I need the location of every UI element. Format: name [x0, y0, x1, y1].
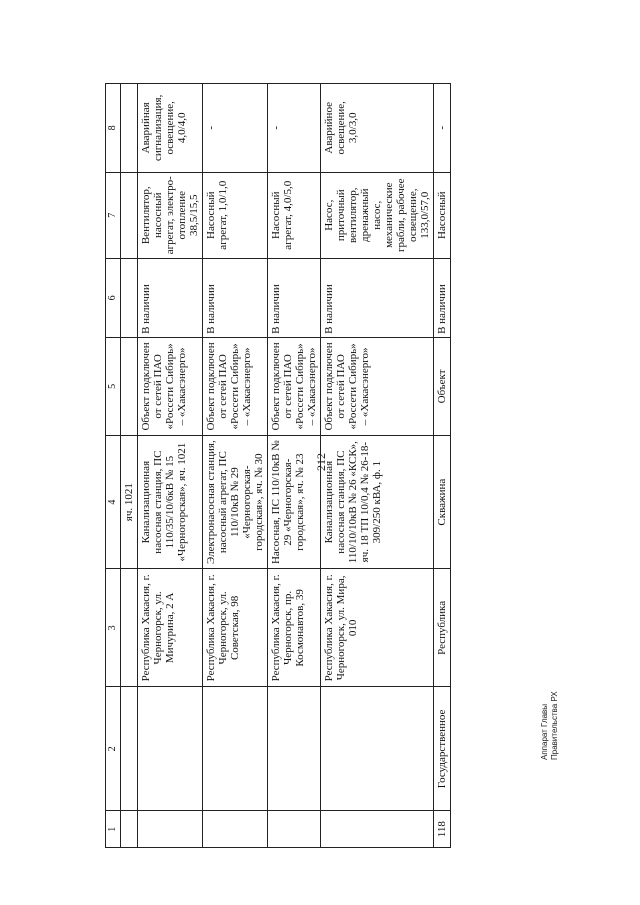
table-cell: Насосный агрегат, 1,0/1,0 [203, 172, 268, 258]
table-cell: В наличии [203, 258, 268, 337]
header-col-1: 1 [106, 811, 121, 848]
table-header-row [106, 84, 121, 848]
table-cell [121, 84, 138, 173]
table-row [268, 84, 321, 848]
table-cell [203, 811, 268, 848]
table-cell [268, 687, 321, 811]
table-cell [321, 811, 434, 848]
table-cell [138, 687, 203, 811]
table-cell [268, 811, 321, 848]
table-row [321, 84, 434, 848]
table-cell: Государственное [434, 687, 451, 811]
table-cell [121, 172, 138, 258]
table-cell: В наличии [138, 258, 203, 337]
stamp-line-2: Правительства РХ [550, 691, 559, 760]
stamp-line-1: Аппарат Главы [540, 703, 549, 760]
table-cell: Республика Хакасия, г. Черногорск, ул. Советская, 98 [203, 569, 268, 687]
table-cell: - [203, 84, 268, 173]
table-cell: - [434, 84, 451, 173]
table-cell: Вентилятор, насосный агрегат, электро-отопление 38,5/15,5 [138, 172, 203, 258]
table-cell: Насос, приточный вентилятор, дренажный насос, механические грабли, рабочее освещение, 133,0/57,0 [321, 172, 434, 258]
table-cell [121, 687, 138, 811]
header-col-4: 4 [106, 435, 121, 568]
header-col-2: 2 [106, 687, 121, 811]
table-cell [121, 337, 138, 435]
table-cell: яч. 1021 [121, 435, 138, 568]
table-cell: В наличии [321, 258, 434, 337]
table-cell: Объект подключен от сетей ПАО «Россети Сибирь» – «Хакасэнерго» [203, 337, 268, 435]
table-cell [121, 811, 138, 848]
table-cell [321, 687, 434, 811]
table-cell: Скважина [434, 435, 451, 568]
table-cell: Электронасосная станция, насосный агрегат, ПС 110/10кВ № 29 «Черногорская-городская», яч. № 30 [203, 435, 268, 568]
table-cell [121, 258, 138, 337]
table-cell: В наличии [434, 258, 451, 337]
table-cell: Канализационная насосная станция, ПС 110/35/10/6кВ № 15 «Черногорская», яч. 1021 [138, 435, 203, 568]
table-cell: Объект подключен от сетей ПАО «Россети Сибирь» – «Хакасэнерго» [268, 337, 321, 435]
header-col-7: 7 [106, 172, 121, 258]
table-cell: Республика Хакасия, г. Черногорск, ул. Мичурина, 2 А [138, 569, 203, 687]
table-cell: Насосный [434, 172, 451, 258]
table-cell: Насосная, ПС 110/10кВ № 29 «Черногорская-городская», яч. № 23 [268, 435, 321, 568]
page-number: 212 [314, 453, 328, 471]
table-cell [203, 687, 268, 811]
table-row [203, 84, 268, 848]
office-stamp [540, 620, 560, 760]
table-cell: Объект подключен от сетей ПАО «Россети Сибирь» – «Хакасэнерго» [138, 337, 203, 435]
table-cell [138, 811, 203, 848]
table-cell: - [268, 84, 321, 173]
header-col-3: 3 [106, 569, 121, 687]
table-row [138, 84, 203, 848]
table-cell: Канализационная насосная станция, ПС 110/10/10кВ № 26 «КСК», яч. 18 ТП 10/0,4 № 26-18-309/250 кВА, ф. 1 [321, 435, 434, 568]
table-cell: Объект [434, 337, 451, 435]
table-cell: Насосный агрегат, 4,0/5,0 [268, 172, 321, 258]
table-cell: Республика Хакасия, г. Черногорск, ул. Мира, 010 [321, 569, 434, 687]
table-cell [121, 569, 138, 687]
table-cell: Аварийная сигнализация, освещение, 4,0/4,0 [138, 84, 203, 173]
header-col-5: 5 [106, 337, 121, 435]
table-cell: Объект подключен от сетей ПАО «Россети Сибирь» – «Хакасэнерго» [321, 337, 434, 435]
table-cell: Аварийное освещение, 3,0/3,0 [321, 84, 434, 173]
equipment-table [105, 83, 451, 848]
table-cell: 118 [434, 811, 451, 848]
table-cell: В наличии [268, 258, 321, 337]
table-cell: Республика [434, 569, 451, 687]
table-row [434, 84, 451, 848]
table-cell: Республика Хакасия, г. Черногорск, пр. Космонавтов, 39 [268, 569, 321, 687]
header-col-6: 6 [106, 258, 121, 337]
table-row-continuation [121, 84, 138, 848]
header-col-8: 8 [106, 84, 121, 173]
